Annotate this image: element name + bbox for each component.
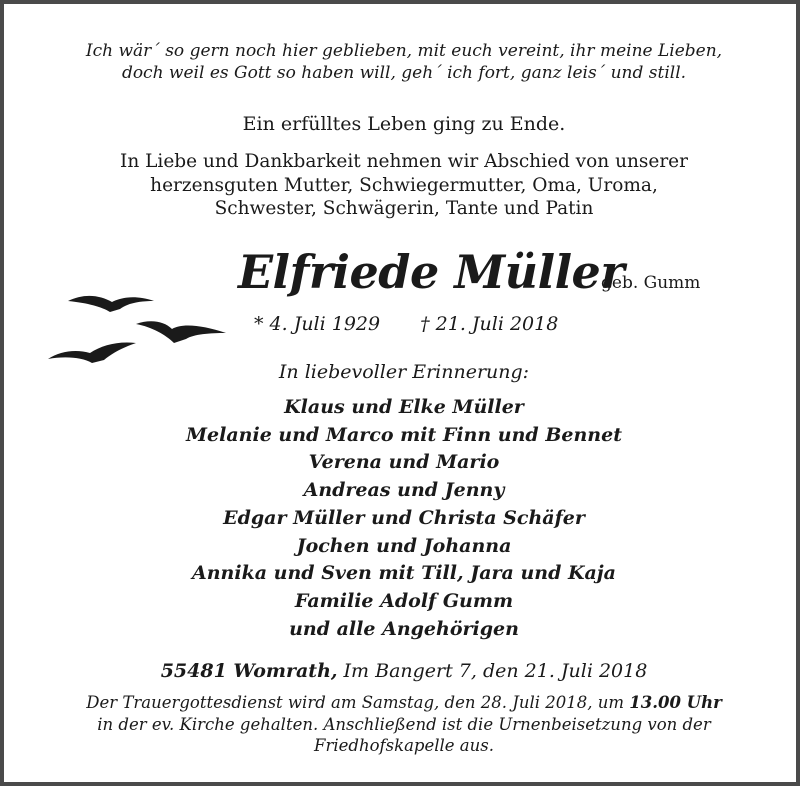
mourner-line: und alle Angehörigen — [289, 617, 519, 640]
mourner-line: Andreas und Jenny — [303, 479, 505, 502]
flying-birds-icon — [44, 287, 234, 367]
mourner-line: Verena und Mario — [308, 451, 500, 474]
mourner-line: Annika und Sven mit Till, Jara und Kaja — [192, 562, 616, 585]
intro-line-2: herzensguten Mutter, Schwiegermutter, Oma, Uroma, — [150, 174, 658, 196]
life-line: Ein erfülltes Leben ging zu Ende. — [242, 113, 566, 135]
town: 55481 Womrath, — [160, 660, 338, 682]
poem-line-2: doch weil es Gott so haben will, geh´ ich fort, ganz leis´ und still. — [121, 63, 687, 83]
service-line-3: Friedhofskapelle aus. — [314, 736, 494, 755]
mourner-line: Jochen und Johanna — [296, 534, 512, 557]
death-date: † 21. Juli 2018 — [420, 313, 559, 335]
place-and-date — [4, 659, 800, 683]
deceased-name: Elfriede Müller — [238, 245, 625, 299]
poem-line-1: Ich wär´ so gern noch hier geblieben, mit euch vereint, ihr meine Lieben, — [85, 41, 723, 61]
intro-line-1: In Liebe und Dankbarkeit nehmen wir Abschied von unserer — [120, 151, 688, 172]
mourners-list — [4, 394, 800, 643]
address-date: Im Bangert 7, den 21. Juli 2018 — [343, 660, 648, 682]
mourner-line: Familie Adolf Gumm — [294, 589, 514, 612]
bird-icon — [136, 321, 226, 343]
bird-icon — [68, 296, 154, 312]
service-time: 13.00 Uhr — [629, 693, 722, 712]
birth-date: * 4. Juli 1929 — [254, 313, 381, 335]
life-dates — [254, 312, 558, 336]
service-info — [4, 692, 800, 757]
service-line-1 — [4, 692, 800, 714]
mourner-line: Edgar Müller und Christa Schäfer — [223, 506, 585, 529]
memory-heading: In liebevoller Erinnerung: — [278, 361, 530, 383]
poem — [4, 40, 800, 84]
intro-line-3: Schwester, Schwägerin, Tante und Patin — [214, 198, 594, 219]
maiden-name: geb. Gumm — [601, 273, 701, 293]
mourner-line: Melanie und Marco mit Finn und Bennet — [186, 423, 622, 446]
intro-text — [4, 150, 800, 221]
service-text: Der Trauergottesdienst wird am Samstag, den 28. Juli 2018, um — [86, 693, 625, 712]
service-line-2: in der ev. Kirche gehalten. Anschließend ist die Urnenbeisetzung von der — [97, 714, 711, 734]
mourner-line: Klaus und Elke Müller — [284, 396, 524, 418]
